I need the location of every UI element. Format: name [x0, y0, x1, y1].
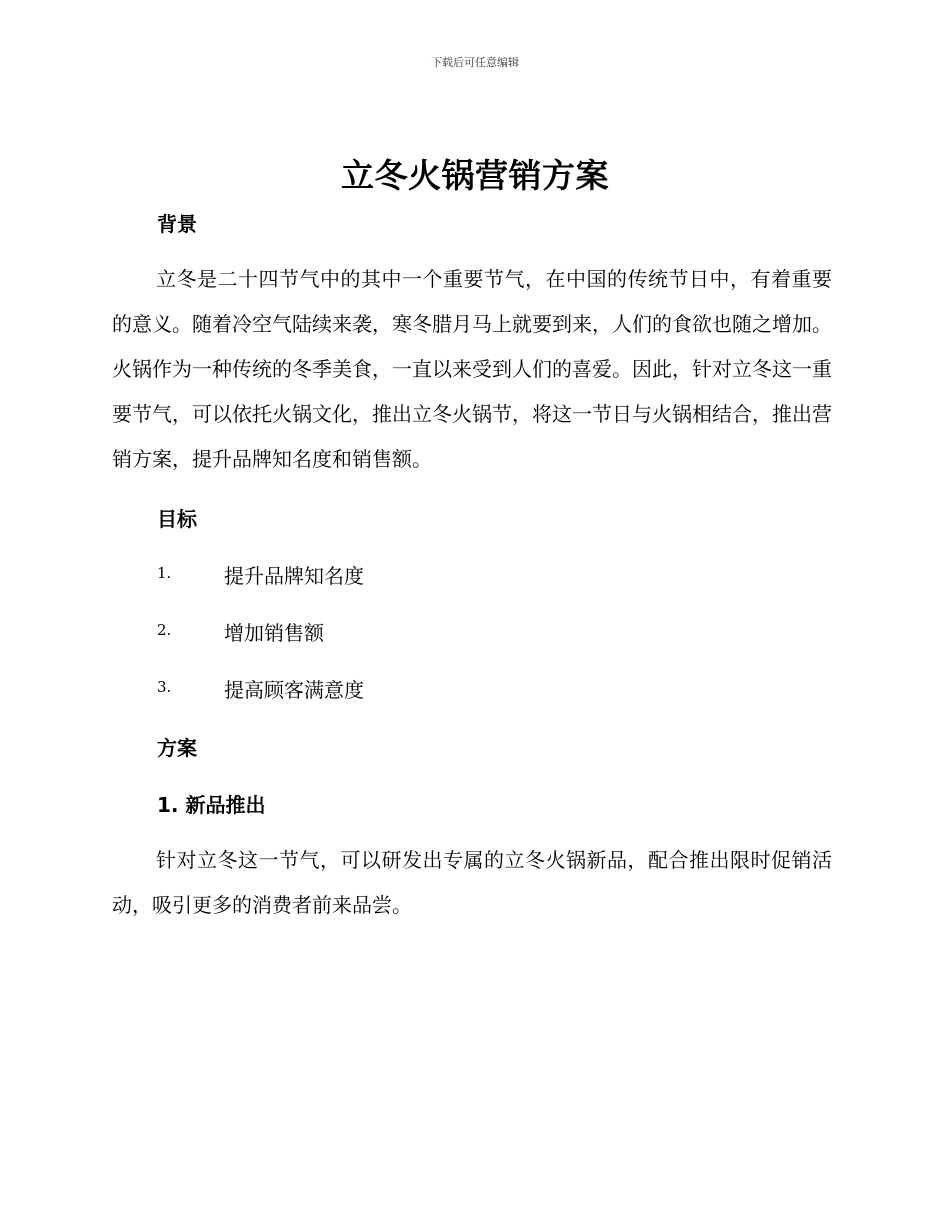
section-heading-plan: 方案	[157, 736, 197, 760]
subsection-heading-new-products: 1. 新品推出	[157, 793, 266, 817]
plan-paragraph: 针对立冬这一节气，可以研发出专属的立冬火锅新品，配合推出限时促销活动，吸引更多的消费者前来品尝。	[112, 848, 832, 917]
background-paragraph: 立冬是二十四节气中的其中一个重要节气，在中国的传统节日中，有着重要的意义。随着冷空气陆续来袭，寒冬腊月马上就要到来，人们的食欲也随之增加。火锅作为一种传统的冬季美食，一直以来受到人们的喜爱。因此，针对立冬这一重要节气，可以依托火锅文化，推出立冬火锅节，将这一节日与火锅相结合，推出营销方案，提升品牌知名度和销售额。	[112, 267, 832, 471]
list-item-text: 提升品牌知名度	[224, 564, 364, 588]
list-item-text: 提高顾客满意度	[224, 678, 364, 702]
document-title: 立冬火锅营销方案	[341, 156, 609, 195]
goal-list-item	[157, 560, 657, 590]
list-item-number: 1.	[157, 564, 172, 582]
goal-list-item	[157, 617, 657, 647]
section-heading-background: 背景	[157, 212, 197, 236]
section-heading-goals: 目标	[157, 507, 197, 531]
list-item-text: 增加销售额	[224, 621, 324, 645]
page-header-note: 下载后可任意编辑	[431, 56, 519, 69]
list-item-number: 2.	[157, 621, 172, 639]
goal-list-item	[157, 674, 657, 704]
list-item-number: 3.	[157, 678, 172, 696]
